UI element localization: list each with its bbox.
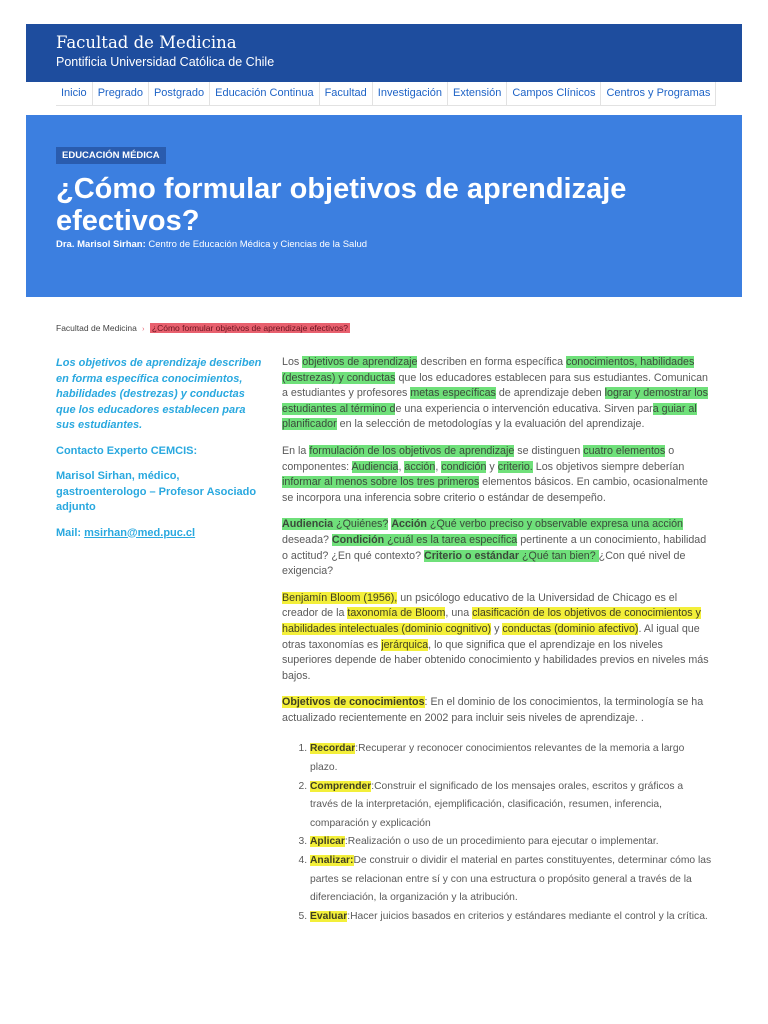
highlighted-text: Audiencia	[351, 460, 399, 473]
hero-banner	[26, 115, 742, 297]
article-body	[282, 355, 712, 926]
text-segment: un psicólogo educativo de la Universidad de Chicago es el creador de la	[282, 591, 678, 620]
highlighted-text: criterio.	[497, 460, 533, 473]
page-title: ¿Cómo formular objetivos de aprendizaje efectivos?	[56, 173, 627, 237]
level-term: Analizar:	[310, 855, 354, 867]
text-segment: describen en forma específica	[417, 356, 566, 368]
site-title[interactable]: Facultad de Medicina	[56, 33, 237, 52]
text-segment: y	[491, 622, 503, 635]
level-term: Evaluar	[310, 910, 348, 922]
highlighted-text: ¿Qué verbo preciso y observable expresa una acción	[426, 518, 683, 531]
highlighted-text: Criterio o estándar	[424, 549, 520, 562]
text-segment: En la	[282, 444, 310, 457]
text-segment: se distinguen	[514, 444, 584, 457]
author-name: Dra. Marisol Sirhan:	[56, 239, 146, 250]
nav-item-postgrado[interactable]: Postgrado	[149, 82, 210, 105]
paragraph	[282, 517, 712, 579]
highlighted-text: ¿Qué tan bien?	[519, 549, 599, 562]
highlighted-text: objetivos de aprendizaje	[302, 356, 418, 368]
text-segment: en la selección de metodologías y la evaluación del aprendizaje.	[336, 418, 645, 431]
list-item	[310, 908, 712, 927]
mail-line	[56, 526, 262, 542]
highlighted-text: Objetivos de conocimientos	[282, 696, 425, 709]
sidebar-summary: Los objetivos de aprendizaje describen en forma específica conocimientos, habilidades (destrezas) y conductas que los educadores establecen para sus estudiantes.	[56, 357, 262, 431]
paragraph	[282, 444, 712, 506]
highlighted-text: Benjamín Bloom (1956),	[282, 591, 398, 604]
contact-label: Contacto Experto CEMCIS:	[56, 444, 198, 457]
level-term: Recordar	[310, 743, 356, 755]
text-segment: , una	[445, 607, 473, 620]
text-segment: de aprendizaje deben	[495, 387, 605, 400]
text-segment: e una experiencia o intervención educativa. Sirven par	[395, 402, 653, 415]
highlighted-text: cuatro elementos	[583, 444, 666, 457]
highlighted-text: ¿cuál es la tarea específica	[384, 533, 518, 546]
text-segment: que los educadores establecen para sus estudiantes. Comunican a estudiantes y profesores	[282, 371, 708, 400]
breadcrumb-home[interactable]: Facultad de Medicina	[56, 323, 137, 333]
list-item	[310, 740, 712, 777]
highlighted-text: ¿Quiénes?	[333, 518, 389, 531]
highlighted-text: clasificación de los objetivos de conocimientos y habilidades intelectuales (dominio cognitivo)	[282, 607, 701, 635]
highlighted-text: a guiar al planificador	[282, 402, 697, 431]
nav-item-extension[interactable]: Extensión	[448, 82, 507, 105]
text-segment: deseada?	[282, 533, 332, 546]
text-segment: y	[486, 460, 498, 473]
highlighted-text: metas específicas	[410, 387, 496, 400]
mail-label: Mail:	[56, 526, 85, 539]
list-item	[310, 833, 712, 852]
main-nav	[56, 82, 716, 106]
breadcrumb-separator-icon: ›	[142, 326, 145, 333]
text-segment: Los	[282, 356, 303, 368]
level-description: :Hacer juicios basados en criterios y estándares mediante el control y la crítica.	[347, 910, 708, 922]
highlighted-text: Acción	[391, 518, 427, 531]
nav-item-educacion-continua[interactable]: Educación Continua	[210, 82, 319, 105]
nav-item-facultad[interactable]: Facultad	[320, 82, 373, 105]
text-segment: ,	[398, 460, 405, 473]
level-description: De construir o dividir el material en partes constituyentes, determinar cómo las partes se relacionan entre sí y con una estructura o propósito general a través de la diferenciación, la organización y la atribución.	[310, 855, 712, 904]
highlighted-text: conductas (dominio afectivo)	[502, 622, 639, 635]
nav-item-inicio[interactable]: Inicio	[56, 82, 93, 105]
author-affiliation: Centro de Educación Médica y Ciencias de la Salud	[145, 239, 368, 250]
text-segment: ,	[435, 460, 442, 473]
text-segment: elementos básicos. En cambio, ocasionalmente se incorpora una inferencia sobre criterio o estándar de desempeño.	[282, 476, 708, 504]
highlighted-text: conocimientos, habilidades (destrezas) y conductas	[282, 356, 695, 384]
sidebar	[56, 356, 262, 551]
breadcrumb-current: ¿Cómo formular objetivos de aprendizaje efectivos?	[151, 323, 348, 333]
highlighted-text: Audiencia	[282, 518, 334, 531]
site-header	[26, 24, 742, 82]
level-description: :Recuperar y reconocer conocimientos relevantes de la memoria a largo plazo.	[310, 743, 685, 774]
text-segment: : En el dominio de los conocimientos, la terminología se ha actualizado recientemente en 2002 para incluir seis niveles de aprendizaje. .	[282, 696, 704, 724]
category-badge[interactable]: EDUCACIÓN MÉDICA	[56, 147, 166, 164]
level-description: :Construir el significado de los mensajes orales, escritos y gráficos a través de la interpretación, ejemplificación, clasificación, resumen, inferencia, comparación y explicación	[310, 780, 684, 829]
highlighted-text: lograr y demostrar los estudiantes al término d	[282, 387, 708, 415]
nav-item-pregrado[interactable]: Pregrado	[93, 82, 149, 105]
highlighted-text: acción	[404, 460, 436, 473]
highlighted-text: condición	[441, 460, 487, 473]
taxonomy-levels-list	[282, 740, 712, 926]
nav-item-campos-clinicos[interactable]: Campos Clínicos	[507, 82, 601, 105]
list-item	[310, 852, 712, 908]
list-item	[310, 778, 712, 834]
author-line	[56, 239, 367, 250]
site-subtitle: Pontificia Universidad Católica de Chile	[56, 55, 275, 69]
contact-person: Marisol Sirhan, médico, gastroenterologo – Profesor Asociado adjunto	[56, 470, 257, 513]
highlighted-text: formulación de los objetivos de aprendizaje	[309, 444, 515, 457]
text-segment: . Al igual que otras taxonomías es	[282, 622, 700, 651]
highlighted-text: taxonomía de Bloom	[347, 607, 446, 620]
nav-item-investigacion[interactable]: Investigación	[373, 82, 448, 105]
text-segment: pertinente a un conocimiento, habilidad o actitud? ¿En qué contexto?	[282, 533, 707, 562]
text-segment: ¿Con qué nivel de exigencia?	[282, 549, 686, 578]
highlighted-text: jerárquica	[381, 638, 429, 651]
breadcrumb	[56, 323, 350, 333]
mail-link[interactable]: msirhan@med.puc.cl	[84, 526, 196, 539]
level-description: :Realización o uso de un procedimiento para ejecutar o implementar.	[344, 836, 659, 848]
text-segment: o componentes:	[282, 444, 675, 473]
highlighted-text: Condición	[331, 533, 385, 546]
paragraph	[282, 695, 712, 726]
paragraph	[282, 591, 712, 685]
level-term: Comprender	[310, 780, 372, 792]
level-term: Aplicar	[310, 836, 345, 848]
paragraph	[282, 355, 712, 433]
highlighted-text: informar al menos sobre los tres primeros	[282, 476, 480, 489]
text-segment: Los objetivos siempre deberían	[532, 460, 685, 473]
nav-item-centros-programas[interactable]: Centros y Programas	[601, 82, 716, 105]
text-segment: , lo que significa que el aprendizaje en los niveles superiores depende de haber obtenido conocimiento y habilidades previos en niveles más bajos.	[282, 638, 709, 682]
